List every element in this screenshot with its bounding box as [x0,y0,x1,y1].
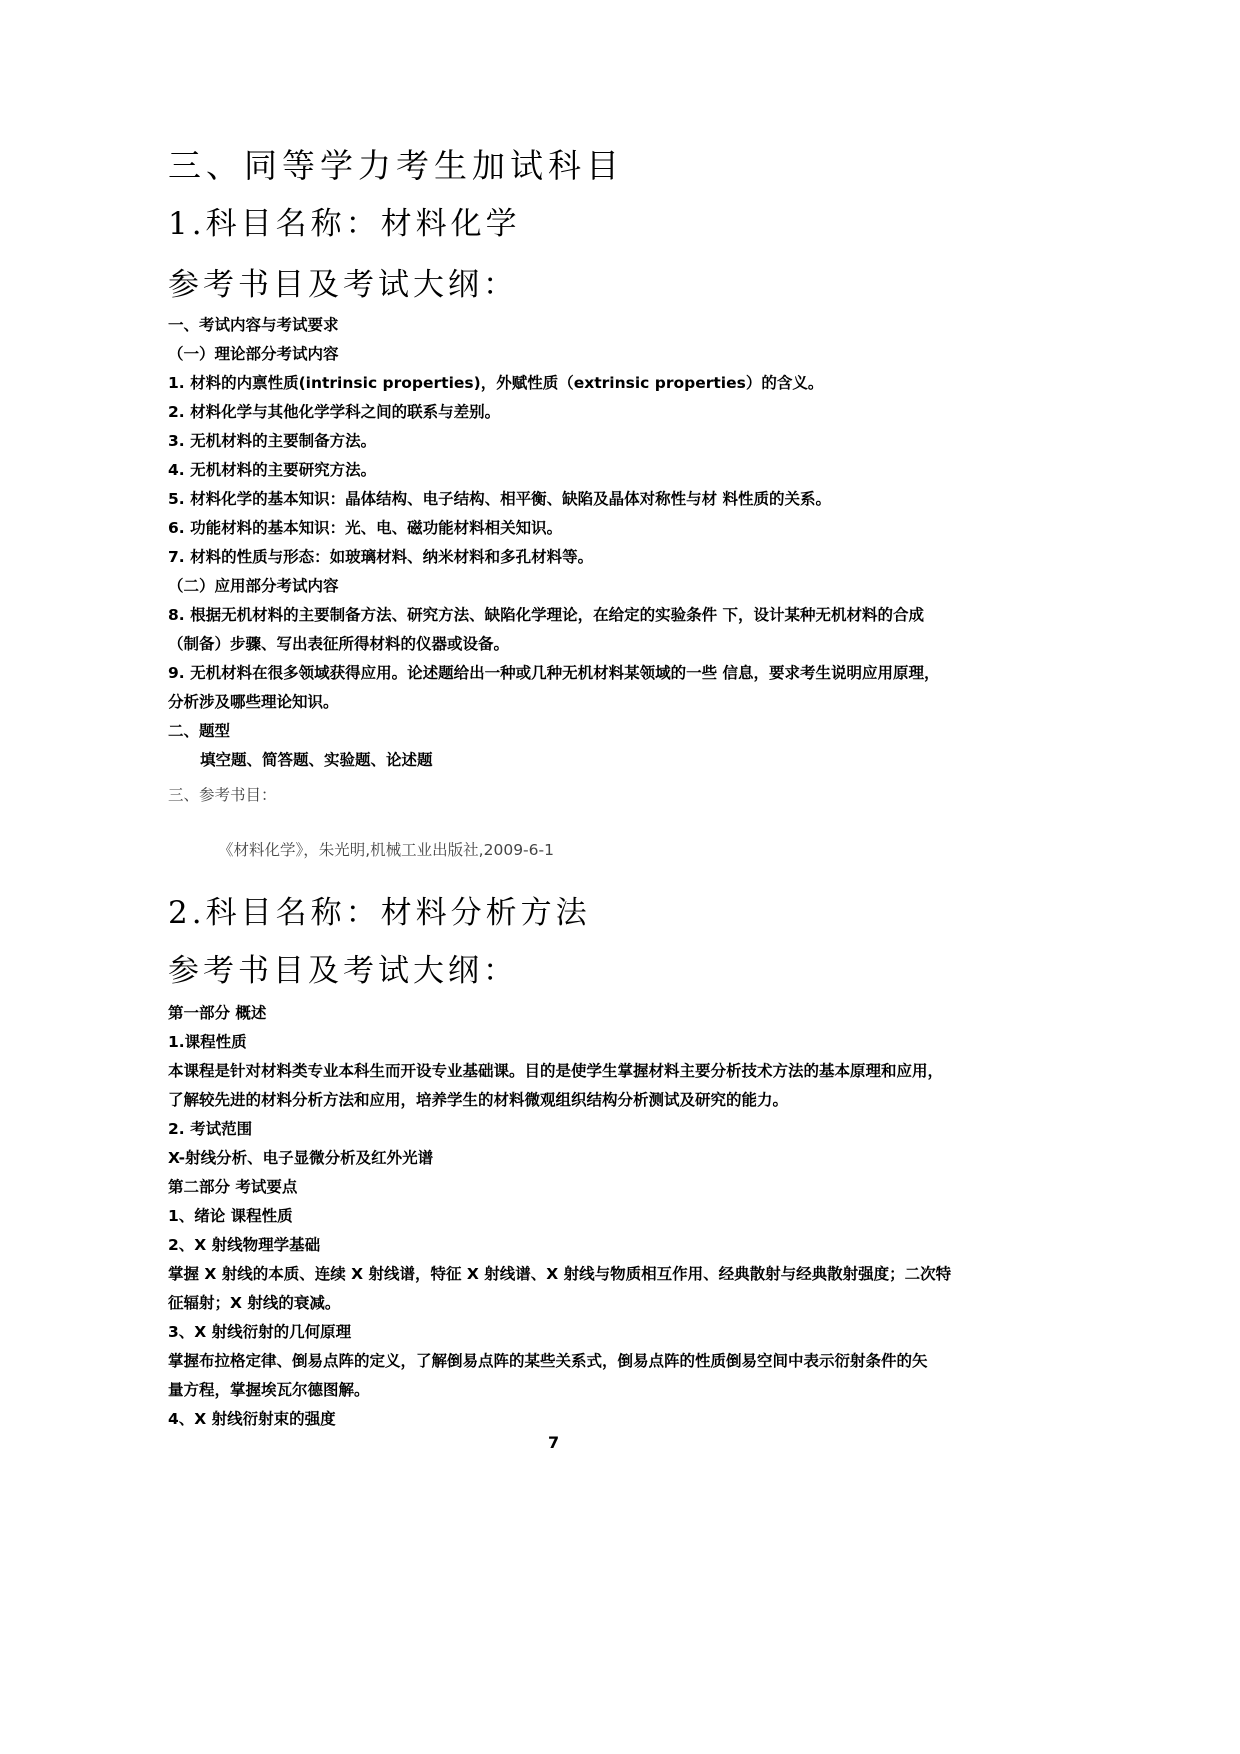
text-line: 1.课程性质 [168,1033,247,1051]
text-line: 掌握 X 射线的本质、连续 X 射线谱，特征 X 射线谱、X 射线与物质相互作用、经典散射与经典散射强度；二次特 [168,1265,952,1283]
text-line: 6. 功能材料的基本知识：光、电、磁功能材料相关知识。 [168,519,563,537]
text-line: 二、题型 [168,722,231,740]
text-line: 了解较先进的材料分析方法和应用，培养学生的材料微观组织结构分析测试及研究的能力。 [168,1091,789,1109]
text-line: 2. 考试范围 [168,1120,253,1138]
text-line: 1、绪论 课程性质 [168,1207,293,1225]
page-number: 7 [548,1433,560,1452]
text-line: 3. 无机材料的主要制备方法。 [168,432,377,450]
text-line: 一、考试内容与考试要求 [168,316,339,334]
subject2-title: 2.科目名称：材料分析方法 [168,895,591,931]
subject1-title: 1.科目名称：材料化学 [168,206,521,242]
text-line: 本课程是针对材料类专业本科生而开设专业基础课。目的是使学生掌握材料主要分析技术方法的基本原理和应用， [168,1062,944,1080]
text-line: 7. 材料的性质与形态：如玻璃材料、纳米材料和多孔材料等。 [168,548,594,566]
text-line: 5. 材料化学的基本知识：晶体结构、电子结构、相平衡、缺陷及晶体对称性与材 料性质的关系。 [168,490,831,508]
subject1-outline-title: 参考书目及考试大纲： [168,267,518,303]
text-line: 填空题、简答题、实验题、论述题 [200,751,433,769]
text-line: 1. 材料的内禀性质(intrinsic properties)，外赋性质（extrinsic properties）的含义。 [168,374,824,392]
text-line: 分析涉及哪些理论知识。 [168,693,339,711]
text-line: （二）应用部分考试内容 [168,577,339,595]
text-line: （制备）步骤、写出表征所得材料的仪器或设备。 [168,635,510,653]
text-line: 2. 材料化学与其他化学学科之间的联系与差别。 [168,403,501,421]
text-line: 8. 根据无机材料的主要制备方法、研究方法、缺陷化学理论，在给定的实验条件 下，设计某种无机材料的合成 [168,606,924,624]
text-line: 第二部分 考试要点 [168,1178,298,1196]
text-line: X-射线分析、电子显微分析及红外光谱 [168,1149,434,1167]
text-line: 4. 无机材料的主要研究方法。 [168,461,377,479]
text-line: 2、X 射线物理学基础 [168,1236,321,1254]
text-line: 掌握布拉格定律、倒易点阵的定义，了解倒易点阵的某些关系式，倒易点阵的性质倒易空间中表示衍射条件的矢 [168,1352,928,1370]
text-line: 3、X 射线衍射的几何原理 [168,1323,352,1341]
subject2-outline-title: 参考书目及考试大纲： [168,953,518,989]
text-line: 征辐射；X 射线的衰减。 [168,1294,341,1312]
text-line: 9. 无机材料在很多领域获得应用。论述题给出一种或几种无机材料某领域的一些 信息，要求考生说明应用原理， [168,664,940,682]
text-line: 第一部分 概述 [168,1004,267,1022]
section-title: 三、同等学力考生加试科目 [168,146,624,185]
reference-book: 《材料化学》，朱光明,机械工业出版社,2009-6-1 [218,841,554,859]
text-line: （一）理论部分考试内容 [168,345,339,363]
text-line: 量方程，掌握埃瓦尔德图解。 [168,1381,370,1399]
reference-heading: 三、参考书目： [168,786,277,804]
text-line: 4、X 射线衍射束的强度 [168,1410,336,1428]
